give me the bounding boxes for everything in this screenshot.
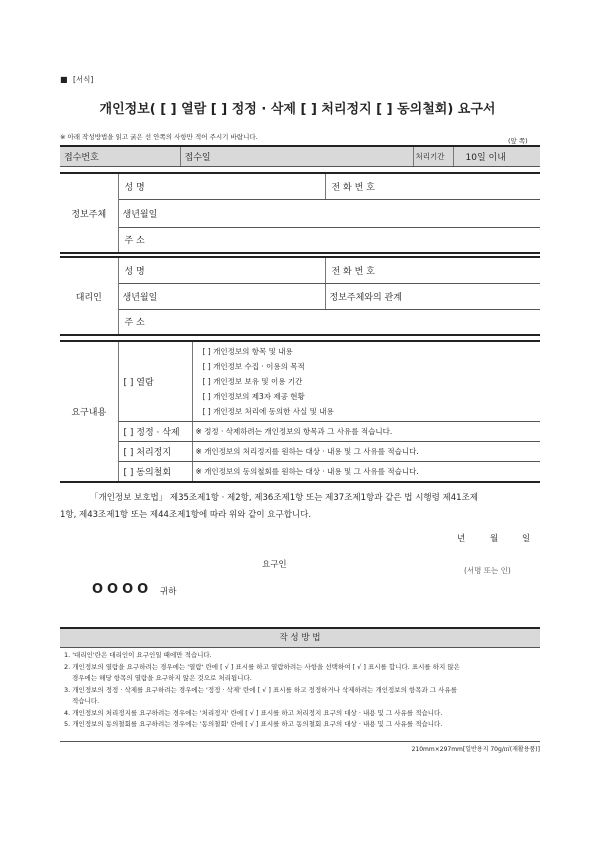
method-bottom-rule xyxy=(60,741,540,742)
request-section-label: 요구내용 xyxy=(60,341,118,482)
paper-spec: 210mm×297mm[일반용지 70g/㎡(재활용품)] xyxy=(411,746,540,753)
date-month-label: 월 xyxy=(490,534,499,544)
receipt-number-value[interactable] xyxy=(118,146,180,166)
request-stop-note: ※ 개인정보의 처리정지를 원하는 대상 · 내용 및 그 사유를 적습니다. xyxy=(192,442,540,462)
writing-method-title: 작 성 방 법 xyxy=(60,627,540,648)
subject-address-label: 주 소 xyxy=(124,236,145,247)
statement-line-2: 1항, 제43조제1항 또는 제44조제1항에 따라 위와 같이 요구합니다. xyxy=(60,510,312,520)
agent-phone-label: 전 화 번 호 xyxy=(331,266,375,277)
agent-birth-label: 생년월일 xyxy=(122,292,158,303)
agent-address-label: 주 소 xyxy=(124,318,145,329)
subject-section-label: 정보주체 xyxy=(60,173,118,253)
request-table xyxy=(60,340,540,483)
view-item[interactable]: [ ] 개인정보 수집 · 이용의 목적 xyxy=(202,362,305,371)
agent-section-label: 대리인 xyxy=(60,257,118,335)
page-title: 개인정보( [ ] 열람 [ ] 정정 · 삭제 [ ] 처리정지 [ ] 동의철회) 요구서 xyxy=(99,102,496,117)
view-item[interactable]: [ ] 개인정보의 제3자 제공 현황 xyxy=(202,392,305,401)
agent-name-field[interactable] xyxy=(118,257,325,283)
date-year-label: 년 xyxy=(457,534,466,544)
subject-phone-label: 전 화 번 호 xyxy=(331,182,375,193)
agent-relation-label: 정보주체와의 관계 xyxy=(329,292,402,303)
view-item[interactable]: [ ] 개인정보의 항목 및 내용 xyxy=(202,347,293,356)
request-correct-note: ※ 정정 · 삭제하려는 개인정보의 항목과 그 사유를 적습니다. xyxy=(192,422,540,442)
requester-label: 요구인 xyxy=(262,560,287,570)
request-view-option[interactable]: [ ] 열람 xyxy=(118,341,192,422)
agent-phone-field[interactable] xyxy=(325,257,540,283)
method-item: 4. 개인정보의 처리정지를 요구하려는 경우에는 '처리정지' 란에 [ √ ] 표시를 하고 처리정지 요구의 대상 · 내용 및 그 사유를 적습니다. xyxy=(64,708,443,717)
agent-table xyxy=(60,256,540,336)
view-item[interactable]: [ ] 개인정보 처리에 동의한 사실 및 내용 xyxy=(202,407,334,416)
page-side-label: (앞 쪽) xyxy=(508,137,528,145)
instruction-text: ※ 아래 작성방법을 읽고 굵은 선 안쪽의 사항만 적어 주시기 바랍니다. xyxy=(60,133,258,141)
form-tag-row xyxy=(60,74,93,85)
request-correct-option[interactable]: [ ] 정정 · 삭제 xyxy=(118,422,192,442)
square-bullet-icon: ■ xyxy=(60,75,68,84)
subject-name-label: 성 명 xyxy=(124,182,145,193)
signature-label[interactable]: (서명 또는 인) xyxy=(464,566,511,575)
method-item: 2. 개인정보의 열람을 요구하려는 경우에는 '열람' 란에 [ √ ] 표시를 하고 열람하려는 사항을 선택하여 [ √ ] 표시를 합니다. 표시를 하지 않은 xyxy=(64,662,460,671)
agent-address-field[interactable] xyxy=(118,309,540,335)
agent-relation-field[interactable] xyxy=(325,283,540,309)
subject-birth-label: 생년월일 xyxy=(122,209,158,220)
request-withdraw-note: ※ 개인정보의 동의철회를 원하는 대상 · 내용 및 그 사유를 적습니다. xyxy=(192,462,540,482)
method-item: 3. 개인정보의 정정 · 삭제를 요구하려는 경우에는 '정정 · 삭제' 란에 [ √ ] 표시를 하고 정정하거나 삭제하려는 개인정보의 항목과 그 사유를 xyxy=(64,685,458,694)
subject-address-field[interactable] xyxy=(118,227,540,253)
subject-birth-field[interactable] xyxy=(118,199,540,227)
agent-name-label: 성 명 xyxy=(124,266,145,277)
receipt-table xyxy=(60,145,540,167)
view-item[interactable]: [ ] 개인정보 보유 및 이용 기간 xyxy=(202,377,303,386)
receipt-date-label: 접수일 xyxy=(180,146,413,166)
method-item: 적습니다. xyxy=(72,697,100,705)
receipt-number-label: 접수번호 xyxy=(60,146,118,166)
request-withdraw-option[interactable]: [ ] 동의철회 xyxy=(118,462,192,482)
subject-name-field[interactable] xyxy=(118,173,325,199)
processing-period-label: 처리기간 xyxy=(413,146,453,166)
statement-line-1: 「개인정보 보호법」 제35조제1항 · 제2항, 제36조제1항 또는 제37조제1항과 같은 법 시행령 제41조제 xyxy=(90,493,478,503)
method-item: 경우에는 해당 항목의 열람을 요구하지 않은 것으로 처리됩니다. xyxy=(72,674,252,682)
processing-period-value: 10일 이내 xyxy=(453,146,540,166)
form-tag: [서식] xyxy=(72,75,94,84)
subject-table xyxy=(60,172,540,254)
request-view-items xyxy=(192,341,540,422)
recipient-suffix: 귀하 xyxy=(160,587,177,597)
subject-phone-field[interactable] xyxy=(325,173,540,199)
request-stop-option[interactable]: [ ] 처리정지 xyxy=(118,442,192,462)
writing-method-list xyxy=(60,650,540,731)
agent-birth-field[interactable] xyxy=(118,283,325,309)
date-day-label: 일 xyxy=(522,534,531,544)
method-item: 5. 개인정보의 동의철회를 요구하려는 경우에는 '동의철회' 란에 [ √ ] 표시를 하고 동의철회 요구의 대상 · 내용 및 그 사유를 적습니다. xyxy=(64,720,443,728)
method-item: 1. '대리인'란은 대리인이 요구인일 때에만 적습니다. xyxy=(64,651,212,659)
recipient-name: OOOO xyxy=(92,582,153,597)
